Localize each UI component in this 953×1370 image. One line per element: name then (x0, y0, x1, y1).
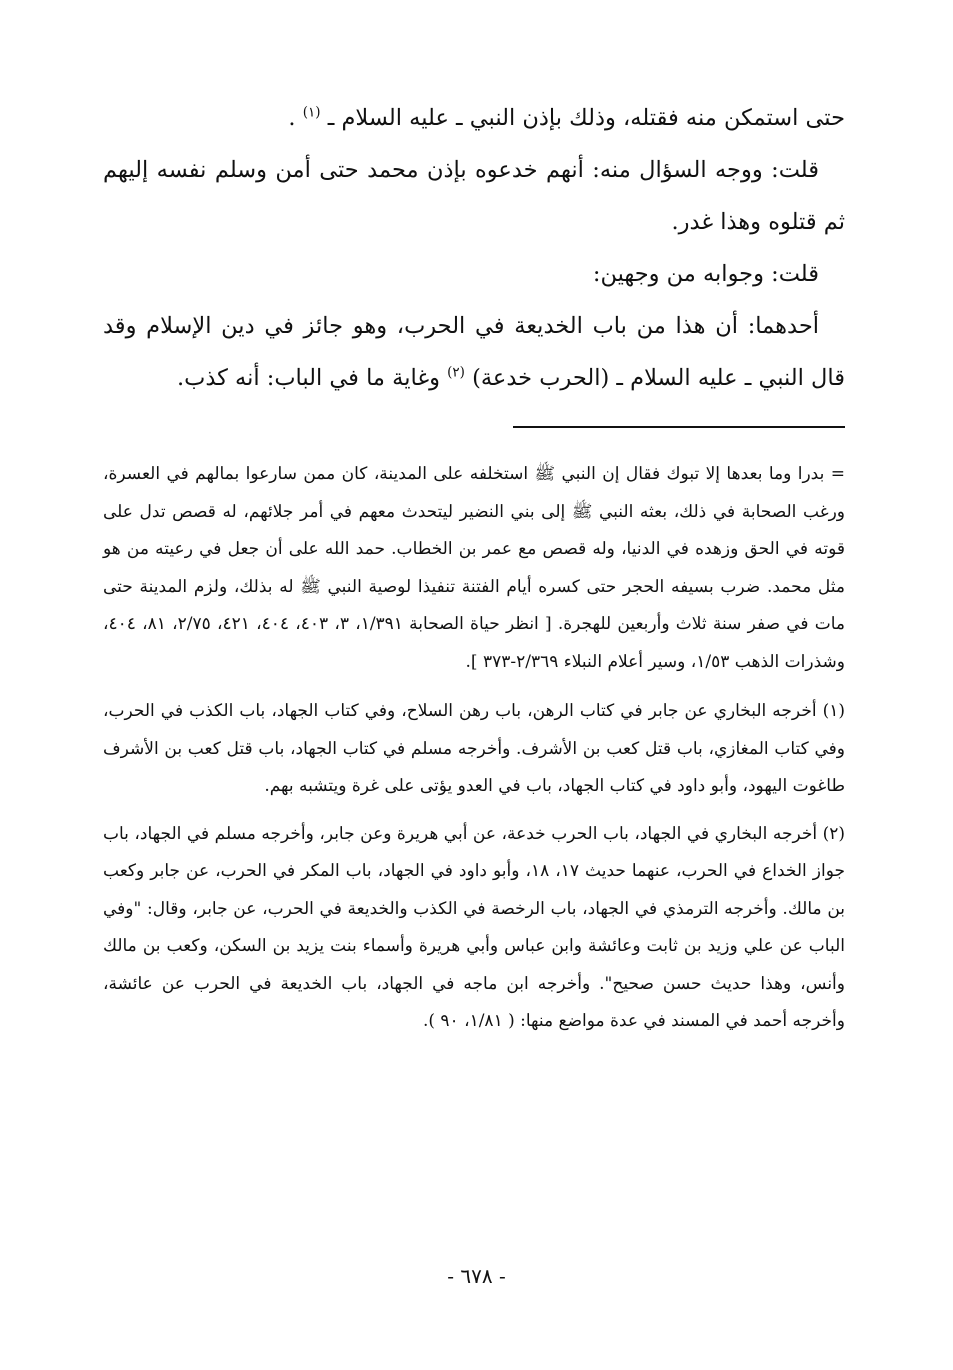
footnotes (103, 456, 845, 1041)
main-paragraph: قلت: وجوابه من وجهين: (592, 261, 819, 287)
footnote-1: (١) أخرجه البخاري عن جابر في كتاب الرهن، باب رهن السلاح، وفي كتاب الجهاد، باب الكذب في الحرب، وفي كتاب المغازي، باب قتل كعب بن الأشرف. وأخرجه مسلم في كتاب الجهاد، باب قتل كعب بن الأشرف طاغوت اليهود، وأبو داود في كتاب الجهاد، باب في العدو يؤتى على غرة ويتشبه بهم. (103, 701, 845, 796)
main-paragraph: حتى استمكن منه فقتله، وذلك بإذن النبي ـ عليه السلام ـ $^{(١)}$ . (288, 104, 845, 131)
footnote-continuation: = بدرا وما بعدها إلا تبوك فقال إن النبي ﷺ استخلفه على المدينة، كان ممن سارعوا بمالهم في العسرة، ورغب الصحابة في ذلك، بعثه النبي ﷺ إلى بني النضير ليتحدث معهم في أمر جلائهم، له قصص تدل على قوته في الحق وزهده في الدنيا، وله قصص مع عمر بن الخطاب. حمد الله على أن جعل في رعيته من هو مثل محمد. ضرب بسيفه الحجر حتى كسره أيام الفتنة تنفيذا لوصية النبي ﷺ له بذلك، ولزم المدينة حتى مات في صفر سنة ثلاث وأربعين للهجرة. [ انظر حياة الصحابة ١/٣٩١، ٣، ٤٠٣، ٤٠٤، ٤٢١، ٢/٧٥، ٨١، ٤٠٤، وشذرات الذهب ١/٥٣، وسير أعلام النبلاء ٢/٣٦٩-٣٧٣ ]. (103, 464, 846, 672)
main-text (103, 92, 845, 404)
main-paragraph: قلت: ووجه السؤال منه: أنهم خدعوه بإذن محمد حتى أمن وسلم نفسه إليهم ثم قتلوه وهذا غدر. (103, 157, 845, 235)
main-paragraph: أحدهما: أن هذا من باب الخديعة في الحرب، وهو جائز في دين الإسلام وقد قال النبي ـ عليه السلام ـ (الحرب خدعة) $^{(٢)}$ وغاية ما في الباب: أنه كذب. (103, 313, 845, 391)
footnote-separator (513, 426, 845, 428)
footnote-2: (٢) أخرجه البخاري في الجهاد، باب الحرب خدعة، عن أبي هريرة وعن جابر، وأخرجه مسلم في الجهاد، باب جواز الخداع في الحرب، عنهما حديث ١٧، ١٨، وأبو داود في الجهاد، باب المكر في الحرب، عن جابر وكعب بن مالك. وأخرجه الترمذي في الجهاد، باب الرخصة في الكذب والخديعة في الحرب، عن جابر، وقال: "وفي الباب عن علي وزيد بن ثابت وعائشة وابن عباس وأبي هريرة وأسماء بنت يزيد بن السكن، وكعب بن مالك وأنس، وهذا حديث حسن صحيح". وأخرجه ابن ماجه في الجهاد، باب الخديعة في الحرب عن عائشة، وأخرجه أحمد في المسند في عدة مواضع منها: ( ١/٨١، ٩٠ ). (103, 823, 846, 1031)
footnote-ref-2[interactable]: (٢) (447, 364, 465, 381)
footnote-ref-1[interactable]: (١) (302, 104, 321, 121)
page-number: - ٦٧٨ - (447, 1264, 506, 1288)
